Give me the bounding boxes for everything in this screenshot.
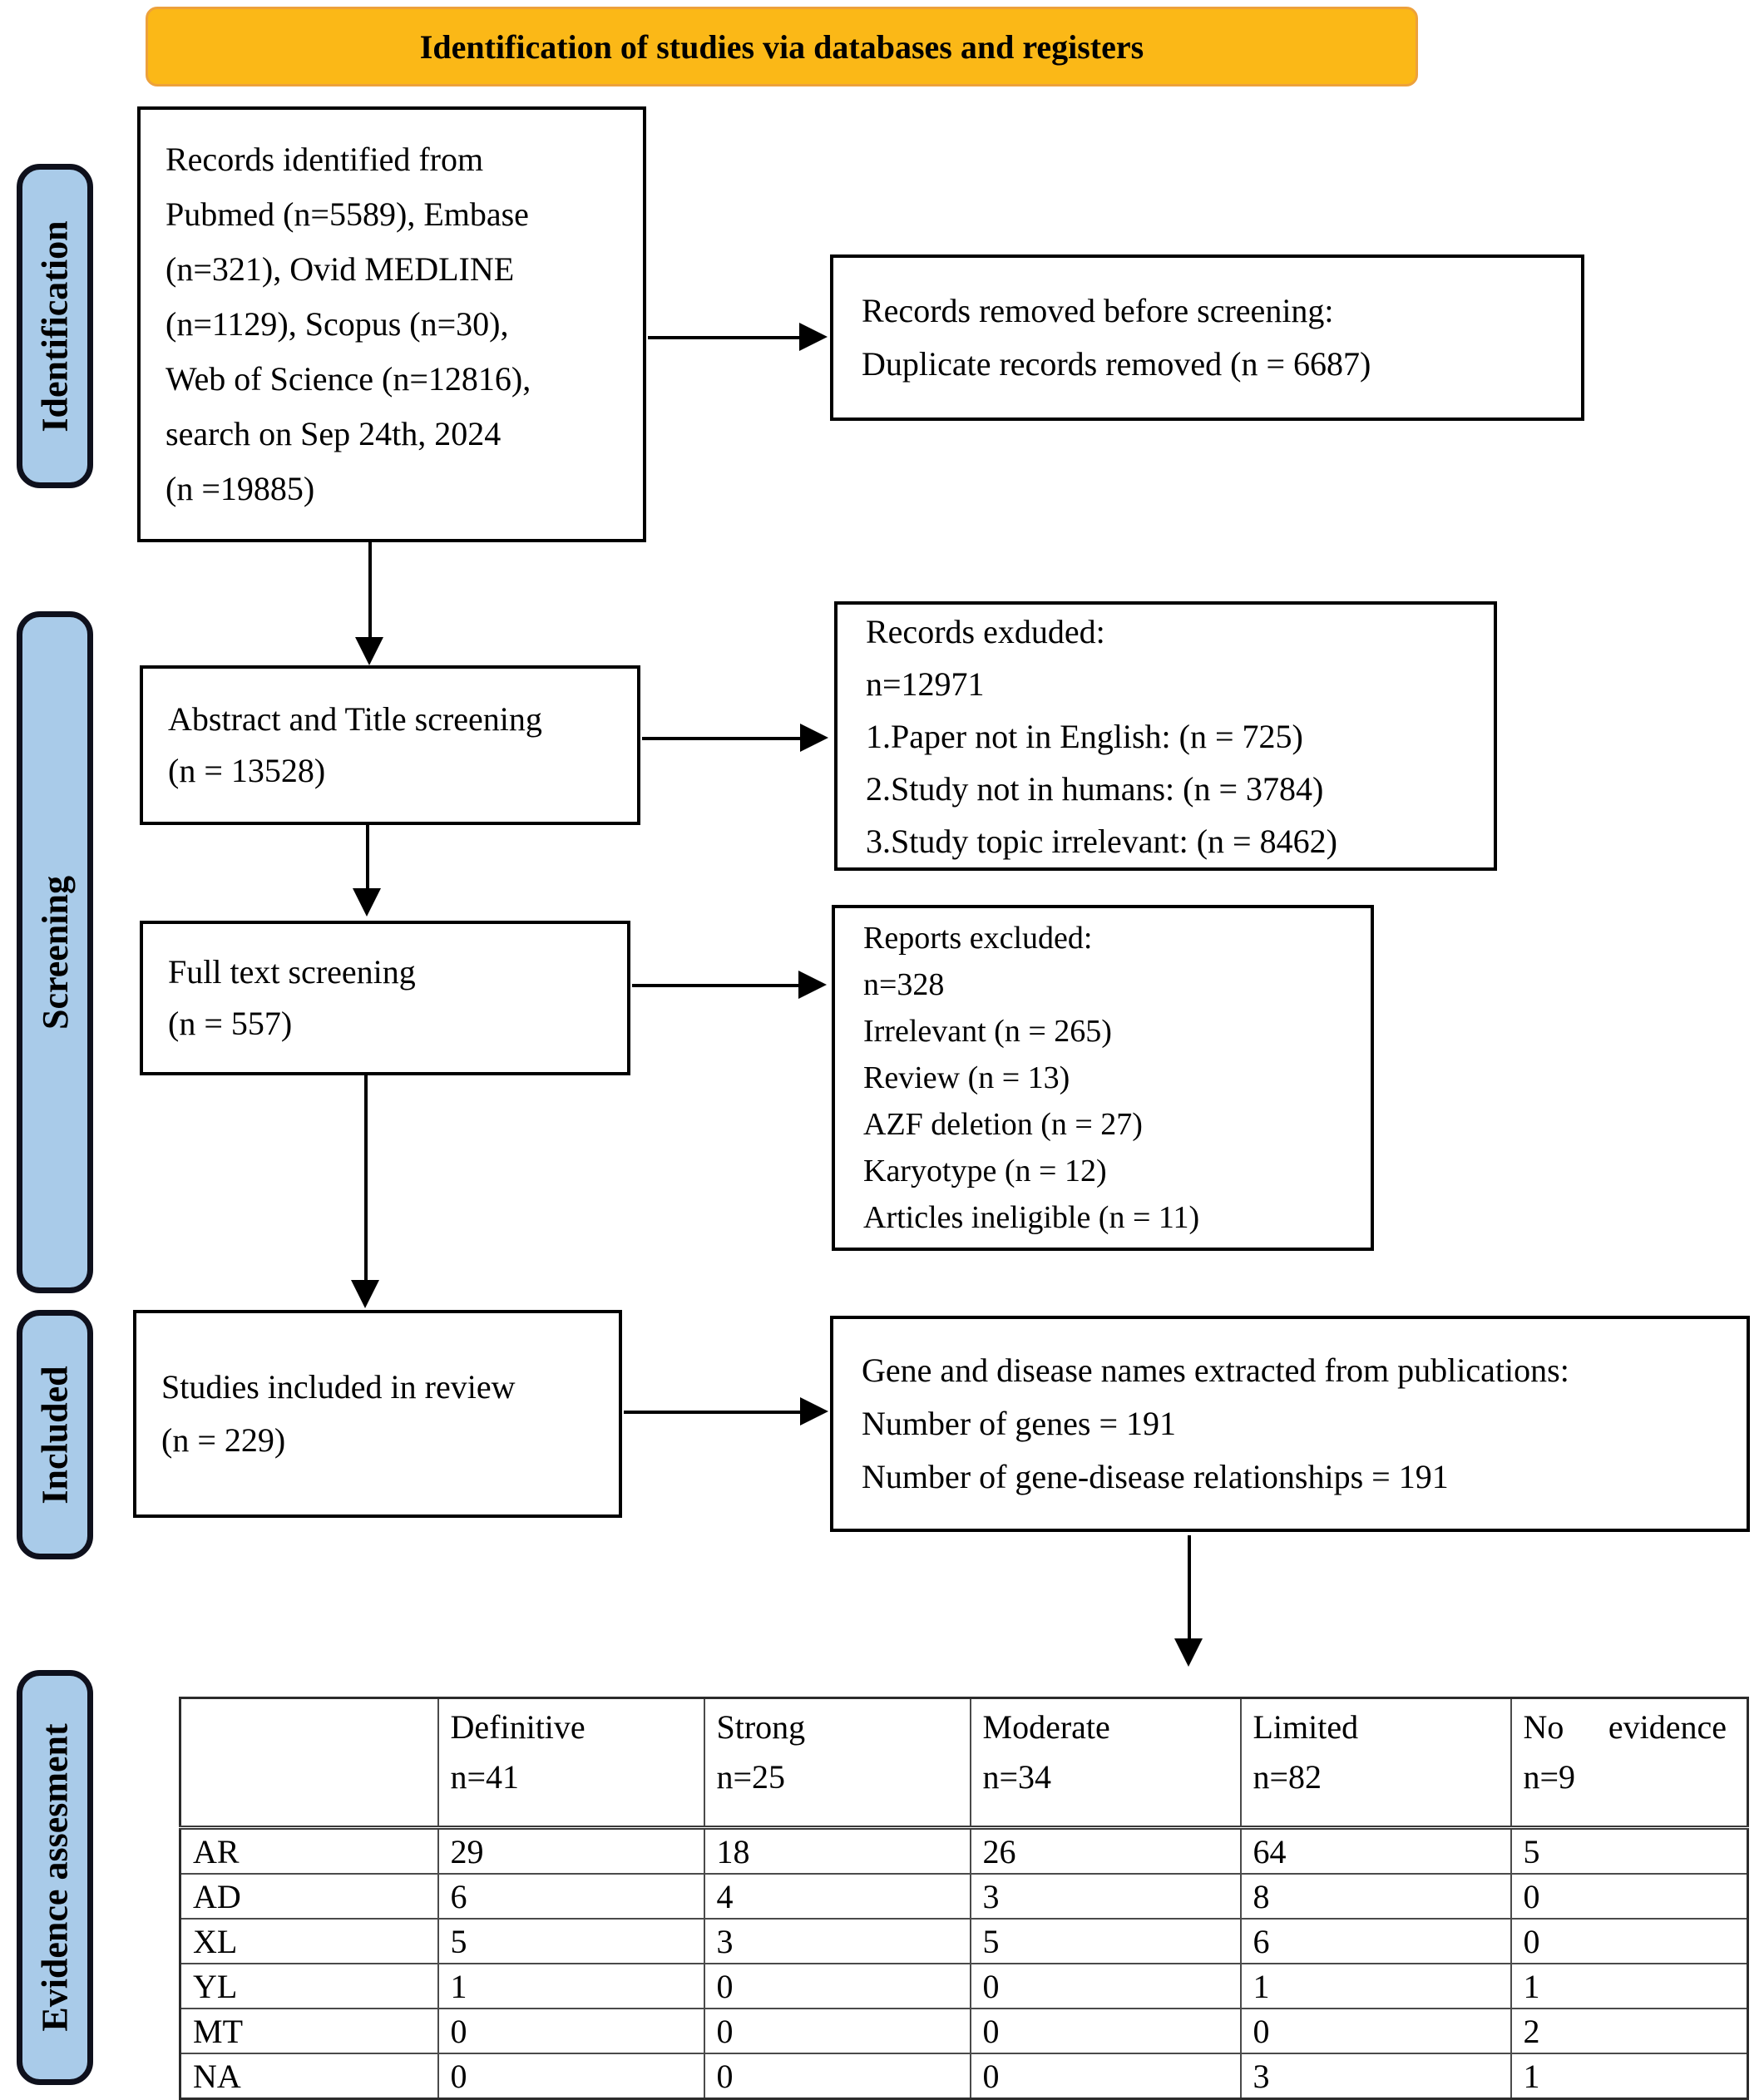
table-cell: 6 [1241, 1919, 1511, 1964]
stage-label-text: Identification [34, 220, 76, 432]
table-cell: 3 [971, 1874, 1241, 1919]
table-header-limited [1241, 1698, 1511, 1828]
table-header-no-evidence [1511, 1698, 1748, 1828]
table-cell: 0 [438, 2009, 704, 2053]
text-line: (n=321), Ovid MEDLINE [166, 250, 515, 288]
arrow-head-icon [1174, 1638, 1203, 1667]
table-header-definitive [438, 1698, 704, 1828]
table-cell: 8 [1241, 1874, 1511, 1919]
table-cell: 1 [1241, 1964, 1511, 2009]
text-line: 3.Study topic irrelevant: (n = 8462) [866, 822, 1337, 860]
text-line: (n = 13528) [168, 752, 326, 789]
table-cell: 6 [438, 1874, 704, 1919]
row-label: NA [180, 2053, 438, 2099]
stage-label-text: Evidence assesment [34, 1723, 76, 2032]
text-line: 2.Study not in humans: (n = 3784) [866, 769, 1324, 808]
arrow-head-icon [798, 971, 827, 999]
text-line: search on Sep 24th, 2024 [166, 415, 502, 452]
table-cell: 3 [704, 1919, 971, 1964]
text-line: (n = 557) [168, 1005, 293, 1042]
arrow-head-icon [800, 724, 828, 752]
text-line: Number of gene-disease relationships = 191 [862, 1458, 1449, 1495]
table-cell: 1 [438, 1964, 704, 2009]
row-label: AD [180, 1874, 438, 1919]
text-line: Studies included in review [161, 1368, 516, 1406]
stage-label-text: Screening [34, 875, 76, 1030]
arrow-head-icon [355, 637, 383, 665]
table-cell: 18 [704, 1828, 971, 1875]
text-line: Irrelevant (n = 265) [863, 1014, 1112, 1049]
table-row [180, 1828, 1748, 1875]
arrow-shaft [1188, 1535, 1191, 1638]
table-header-strong [704, 1698, 971, 1828]
table-cell: 0 [1511, 1874, 1748, 1919]
table-cell: 0 [971, 1964, 1241, 2009]
table-cell: 1 [1511, 1964, 1748, 2009]
table-cell: 0 [704, 1964, 971, 2009]
arrow-shaft [642, 737, 800, 740]
stage-label-identification [17, 164, 93, 488]
text-line: Pubmed (n=5589), Embase [166, 195, 529, 233]
stage-label-text: Included [34, 1365, 76, 1505]
table-header-moderate [971, 1698, 1241, 1828]
arrow-head-icon [799, 323, 828, 351]
arrow-shaft [624, 1411, 800, 1414]
arrow-shaft [648, 336, 799, 339]
table-cell: 5 [1511, 1828, 1748, 1875]
row-label: MT [180, 2009, 438, 2053]
text-line: (n = 229) [161, 1421, 286, 1459]
column-label: Moderate [982, 1708, 1110, 1746]
row-label: YL [180, 1964, 438, 2009]
text-line: Web of Science (n=12816), [166, 360, 531, 398]
text-line: (n=1129), Scopus (n=30), [166, 305, 509, 343]
stage-label-included [17, 1310, 93, 1559]
title-text: Identification of studies via databases and registers [419, 27, 1144, 66]
table-row [180, 2009, 1748, 2053]
text-line: Records exduded: [866, 612, 1105, 650]
table-row [180, 1874, 1748, 1919]
stage-label-evidence-assessment [17, 1670, 93, 2085]
text-line: n=12971 [866, 665, 985, 703]
text-line: Articles ineligible (n = 11) [863, 1200, 1200, 1235]
table-cell: 29 [438, 1828, 704, 1875]
arrow-shaft [368, 542, 372, 637]
records-removed-box [830, 254, 1584, 421]
table-cell: 64 [1241, 1828, 1511, 1875]
gene-disease-extracted-box [830, 1316, 1750, 1532]
table-cell: 0 [704, 2053, 971, 2099]
evidence-table [179, 1697, 1749, 2100]
full-text-screening-box [140, 921, 630, 1075]
text-line: (n =19885) [166, 470, 315, 507]
text-line: Gene and disease names extracted from publications: [862, 1351, 1569, 1389]
table-corner-cell [180, 1698, 438, 1828]
arrow-shaft [364, 1075, 368, 1280]
column-count: n=9 [1523, 1758, 1576, 1796]
table-header-row [180, 1698, 1748, 1828]
text-line: Records removed before screening: [862, 292, 1334, 329]
table-cell: 0 [971, 2009, 1241, 2053]
table-row [180, 1964, 1748, 2009]
column-count: n=41 [450, 1758, 520, 1796]
records-excluded-box [834, 601, 1497, 871]
text-line: Reports excluded: [863, 921, 1093, 956]
row-label: AR [180, 1828, 438, 1875]
table-row [180, 2053, 1748, 2099]
column-count: n=82 [1253, 1758, 1322, 1796]
column-count: n=25 [716, 1758, 786, 1796]
text-line: Duplicate records removed (n = 6687) [862, 345, 1371, 383]
table-cell: 5 [971, 1919, 1241, 1964]
text-line: n=328 [863, 967, 945, 1002]
column-count: n=34 [982, 1758, 1052, 1796]
arrow-shaft [366, 825, 369, 888]
arrow-head-icon [353, 888, 381, 917]
row-label: XL [180, 1919, 438, 1964]
stage-label-screening [17, 611, 93, 1293]
text-line: Full text screening [168, 953, 416, 991]
table-cell: 5 [438, 1919, 704, 1964]
text-line: Review (n = 13) [863, 1060, 1070, 1095]
column-label: No evidence [1523, 1708, 1727, 1746]
text-line: Karyotype (n = 12) [863, 1154, 1107, 1188]
title-banner [146, 7, 1418, 86]
table-cell: 4 [704, 1874, 971, 1919]
studies-included-box [133, 1310, 622, 1518]
text-line: Abstract and Title screening [168, 700, 542, 738]
table-row [180, 1919, 1748, 1964]
table-cell: 0 [1241, 2009, 1511, 2053]
records-identified-box [137, 106, 646, 542]
arrow-shaft [632, 984, 798, 987]
arrow-head-icon [800, 1397, 828, 1426]
table-cell: 0 [971, 2053, 1241, 2099]
reports-excluded-box [832, 905, 1374, 1251]
table-cell: 2 [1511, 2009, 1748, 2053]
table-cell: 0 [1511, 1919, 1748, 1964]
text-line: 1.Paper not in English: (n = 725) [866, 717, 1303, 755]
text-line: AZF deletion (n = 27) [863, 1107, 1143, 1142]
column-label: Strong [716, 1708, 806, 1746]
abstract-title-screening-box [140, 665, 640, 825]
column-label: Limited [1253, 1708, 1359, 1746]
text-line: Records identified from [166, 141, 484, 178]
table-cell: 0 [704, 2009, 971, 2053]
table-cell: 3 [1241, 2053, 1511, 2099]
text-line: Number of genes = 191 [862, 1405, 1177, 1442]
column-label: Definitive [450, 1708, 586, 1746]
table-cell: 1 [1511, 2053, 1748, 2099]
arrow-head-icon [351, 1280, 379, 1308]
table-cell: 26 [971, 1828, 1241, 1875]
table-cell: 0 [438, 2053, 704, 2099]
